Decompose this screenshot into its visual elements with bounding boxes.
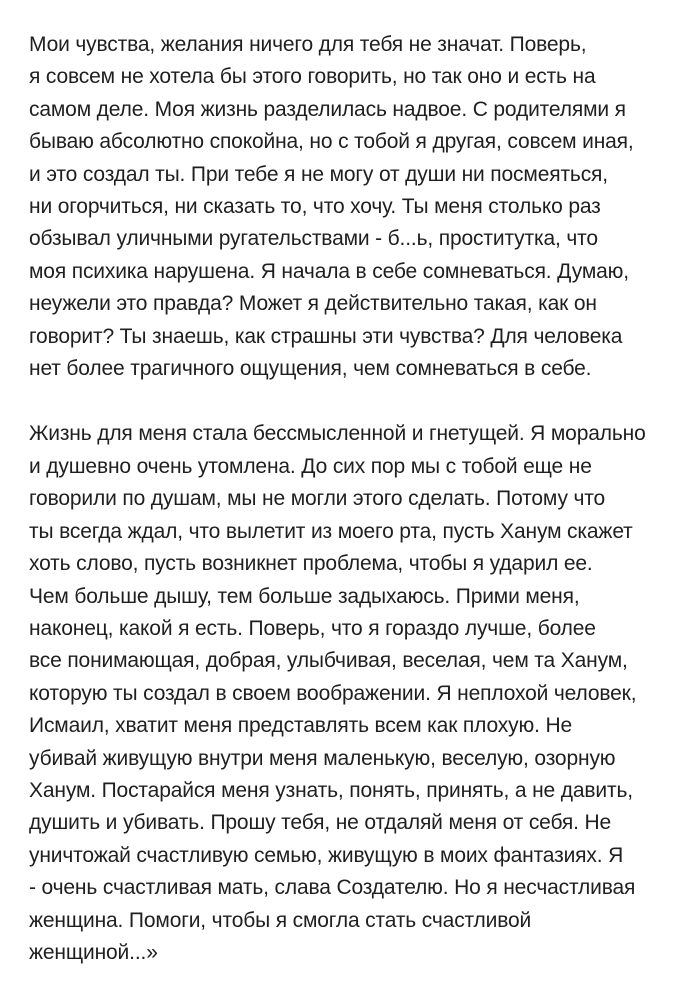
text-line: говорит? Ты знаешь, как страшны эти чувства? Для человека [29,324,623,348]
text-line: нет более трагичного ощущения, чем сомневаться в себе. [29,357,592,381]
text-line: самом деле. Моя жизнь разделилась надвое. С родителями я [29,97,626,121]
text-line: уничтожай счастливую семью, живущую в моих фантазиях. Я [29,843,624,867]
text-line: Жизнь для меня стала бессмысленной и гнетущей. Я морально [29,422,646,446]
text-line: и это создал ты. При тебе я не могу от души ни посмеяться, [29,162,608,186]
text-line: неужели это правда? Может я действительно такая, как он [29,292,597,316]
text-line: Исмаил, хватит меня представлять всем как плохую. Не [29,714,572,738]
text-line: хоть слово, пусть возникнет проблема, чтобы я ударил ее. [29,552,593,576]
text-line: женщина. Помоги, чтобы я смогла стать счастливой [29,908,532,932]
text-line: которую ты создал в своем воображении. Я неплохой человек, [29,681,637,705]
text-line: душить и убивать. Прошу тебя, не отдаляй меня от себя. Не [29,811,612,835]
text-line: Мои чувства, желания ничего для тебя не значат. Поверь, [29,33,587,56]
text-line: - очень счастливая мать, слава Создателю. Но я несчастливая [29,876,636,900]
text-line: Чем больше дышу, тем больше задыхаюсь. Прими меня, [29,584,580,608]
paragraph-1 [29,29,680,385]
text-line: женщиной...» [29,940,158,964]
text-line: и душевно очень утомлена. До сих пор мы с тобой еще не [29,454,592,478]
text-line: ты всегда ждал, что вылетит из моего рта, пусть Ханум скажет [29,519,633,543]
text-line: наконец, какой я есть. Поверь, что я гораздо лучше, более [29,616,596,640]
text-line: я совсем не хотела бы этого говорить, но так оно и есть на [29,65,596,89]
paragraph-2 [29,418,680,969]
text-line: моя психика нарушена. Я начала в себе сомневаться. Думаю, [29,259,629,283]
text-line: все понимающая, добрая, улыбчивая, веселая, чем та Ханум, [29,649,628,673]
text-line: убивай живущую внутри меня маленькую, веселую, озорную [29,746,616,770]
text-line: бываю абсолютно спокойна, но с тобой я другая, совсем иная, [29,130,634,154]
text-line: говорили по душам, мы не могли этого сделать. Потому что [29,487,606,511]
text-line: обзывал уличными ругательствами - б...ь, проститутка, что [29,227,598,251]
text-line: Ханум. Постарайся меня узнать, понять, принять, а не давить, [29,778,633,802]
text-line: ни огорчиться, ни сказать то, что хочу. Ты меня столько раз [29,195,601,219]
